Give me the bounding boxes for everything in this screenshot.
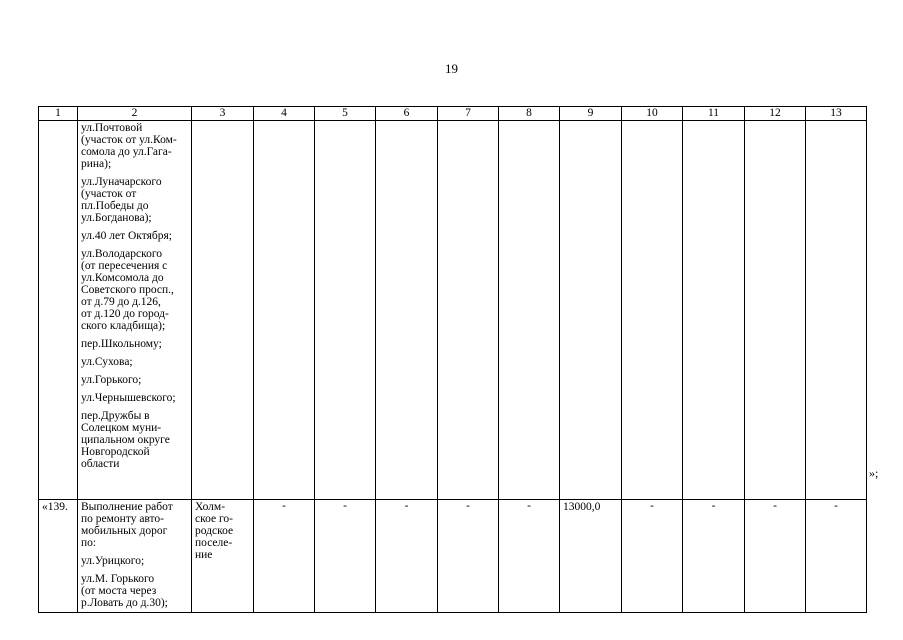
table-cell (560, 121, 622, 500)
header-cell: 11 (683, 107, 745, 121)
streets-cell (78, 121, 192, 500)
streets-cell (78, 500, 192, 613)
closing-quote-mark: »; (869, 466, 879, 480)
header-cell: 6 (376, 107, 438, 121)
value-cell: - (622, 500, 683, 613)
table-cell (499, 121, 560, 500)
settlement-cell: Холм- ское го- родское поселе- ние (192, 500, 254, 613)
table-row (39, 121, 867, 500)
header-cell: 5 (315, 107, 376, 121)
street-item: ул.Сухова; (81, 356, 133, 368)
street-item: пер.Дружбы в Солецком муни- ципальном округе Новгородской области (81, 410, 170, 470)
table-cell (376, 121, 438, 500)
table-row (39, 500, 867, 613)
value-cell: - (745, 500, 806, 613)
value-cell: - (438, 500, 499, 613)
amount-cell: 13000,0 (560, 500, 622, 613)
page-number: 19 (445, 61, 458, 76)
header-cell: 3 (192, 107, 254, 121)
budget-table (38, 106, 867, 613)
table-cell (254, 121, 315, 500)
header-cell: 13 (806, 107, 867, 121)
table-cell (806, 121, 867, 500)
value-cell: - (254, 500, 315, 613)
row-number-cell (39, 121, 78, 500)
header-cell: 4 (254, 107, 315, 121)
value-cell: - (315, 500, 376, 613)
street-item: пер.Школьному; (81, 338, 162, 350)
header-cell: 8 (499, 107, 560, 121)
value-cell: - (499, 500, 560, 613)
street-item: ул.Горького; (81, 374, 142, 386)
row-number-cell: «139. (39, 500, 78, 613)
table-cell (192, 121, 254, 500)
value-cell: - (683, 500, 745, 613)
table-cell (745, 121, 806, 500)
table-cell (438, 121, 499, 500)
street-item: ул.Чернышевского; (81, 392, 176, 404)
table-cell (315, 121, 376, 500)
street-item: ул.Володарского (от пересечения с ул.Комсомола до Советского просп., от д.79 до д.126, от д.120 до город- ского кладбища); (81, 248, 174, 332)
street-item: ул.40 лет Октября; (81, 230, 172, 242)
table-cell (683, 121, 745, 500)
header-cell: 7 (438, 107, 499, 121)
street-item: ул.Почтовой (участок от ул.Ком- сомола до ул.Гага- рина); (81, 122, 177, 170)
street-item: ул.М. Горького (от моста через р.Ловать до д.30); (81, 573, 168, 609)
street-item: Выполнение работ по ремонту авто- мобильных дорог по: (81, 501, 173, 549)
table-cell (622, 121, 683, 500)
street-item: ул.Урицкого; (81, 555, 145, 567)
header-cell: 1 (39, 107, 78, 121)
value-cell: - (806, 500, 867, 613)
header-cell: 9 (560, 107, 622, 121)
street-item: ул.Луначарского (участок от пл.Победы до ул.Богданова); (81, 176, 162, 224)
header-cell: 12 (745, 107, 806, 121)
header-cell: 10 (622, 107, 683, 121)
header-row (39, 107, 867, 121)
value-cell: - (376, 500, 438, 613)
header-cell: 2 (78, 107, 192, 121)
